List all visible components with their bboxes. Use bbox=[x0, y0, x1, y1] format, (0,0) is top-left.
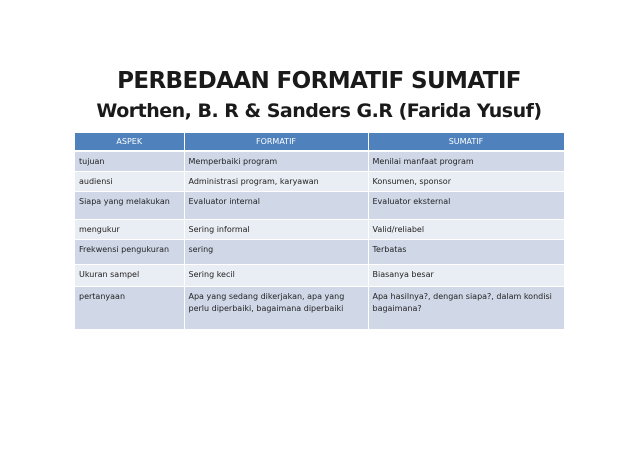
cell-sumatif: Evaluator eksternal bbox=[368, 191, 564, 219]
cell-formatif: sering bbox=[184, 239, 368, 264]
table-row bbox=[75, 286, 564, 329]
cell-aspek: Frekwensi pengukuran bbox=[75, 239, 184, 264]
cell-formatif: Apa yang sedang dikerjakan, apa yang perlu diperbaiki, bagaimana diperbaiki bbox=[184, 286, 368, 329]
cell-sumatif: Terbatas bbox=[368, 239, 564, 264]
table-row bbox=[75, 219, 564, 239]
slide-subtitle: Worthen, B. R & Sanders G.R (Farida Yusuf) bbox=[96, 100, 542, 122]
cell-sumatif: Valid/reliabel bbox=[368, 219, 564, 239]
cell-aspek: tujuan bbox=[75, 151, 184, 171]
table-row bbox=[75, 239, 564, 264]
table-header-row bbox=[75, 133, 564, 151]
comparison-table bbox=[75, 133, 565, 330]
cell-formatif: Memperbaiki program bbox=[184, 151, 368, 171]
cell-formatif: Evaluator internal bbox=[184, 191, 368, 219]
table-row bbox=[75, 151, 564, 171]
header-formatif: FORMATIF bbox=[184, 133, 368, 151]
header-sumatif: SUMATIF bbox=[368, 133, 564, 151]
table-row bbox=[75, 171, 564, 191]
cell-aspek: Siapa yang melakukan bbox=[75, 191, 184, 219]
table-row bbox=[75, 191, 564, 219]
cell-formatif: Sering kecil bbox=[184, 264, 368, 286]
cell-aspek: audiensi bbox=[75, 171, 184, 191]
cell-aspek: Ukuran sampel bbox=[75, 264, 184, 286]
cell-aspek: pertanyaan bbox=[75, 286, 184, 329]
cell-sumatif: Apa hasilnya?, dengan siapa?, dalam kondisi bagaimana? bbox=[368, 286, 564, 329]
header-aspek: ASPEK bbox=[75, 133, 184, 151]
cell-sumatif: Biasanya besar bbox=[368, 264, 564, 286]
slide-title: PERBEDAAN FORMATIF SUMATIF bbox=[117, 68, 521, 94]
table-row bbox=[75, 264, 564, 286]
cell-aspek: mengukur bbox=[75, 219, 184, 239]
cell-sumatif: Menilai manfaat program bbox=[368, 151, 564, 171]
cell-formatif: Administrasi program, karyawan bbox=[184, 171, 368, 191]
cell-sumatif: Konsumen, sponsor bbox=[368, 171, 564, 191]
cell-formatif: Sering informal bbox=[184, 219, 368, 239]
